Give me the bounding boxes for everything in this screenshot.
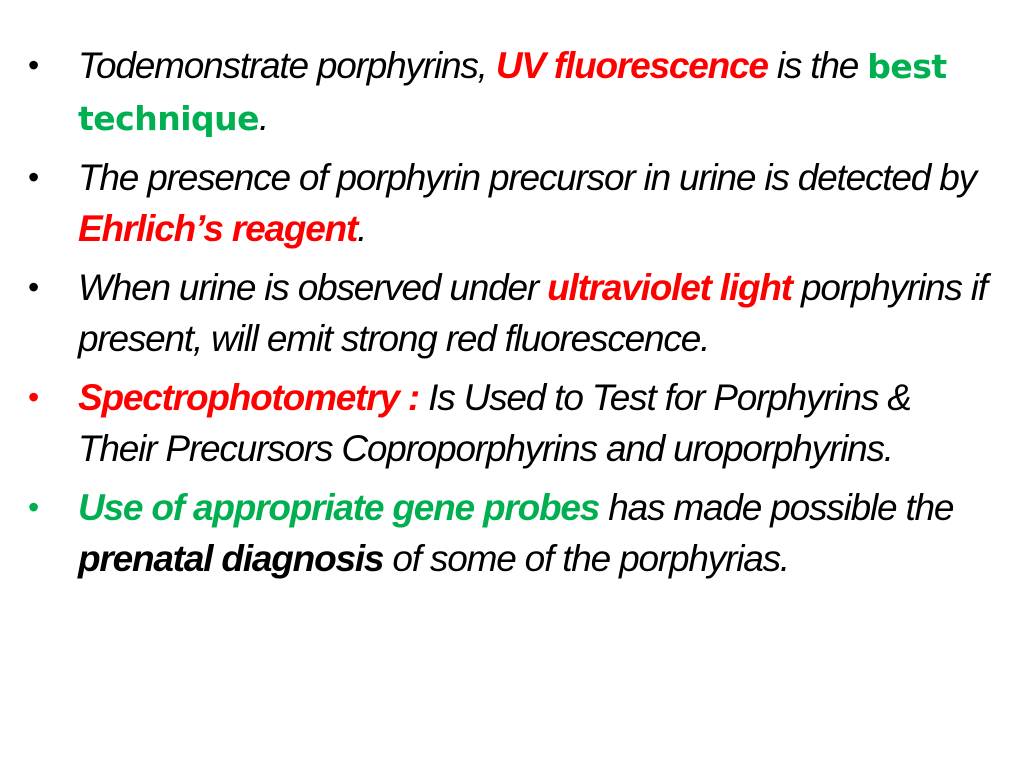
bullet-3-highlight-ultraviolet-light: ultraviolet light: [547, 267, 792, 308]
bullet-1-highlight-uv-fluorescence: UV fluorescence: [495, 45, 768, 86]
bullet-5-highlight-prenatal-diagnosis: prenatal diagnosis: [78, 538, 384, 579]
bullet-list: [28, 40, 988, 592]
bullet-3-text: When urine is observed under: [78, 267, 548, 308]
bullet-item-3: [28, 262, 988, 364]
bullet-1-highlight-best-technique: best technique: [78, 47, 947, 138]
bullet-5-text: has made possible the: [599, 487, 954, 528]
bullet-marker: •: [28, 379, 40, 415]
bullet-2-highlight-ehrlichs-reagent: Ehrlich’s reagent: [78, 208, 358, 249]
bullet-marker: •: [28, 159, 40, 195]
bullet-4-text: Is Used to Test for Porphyrins & Their Precursors Coproporphyrins and uroporphyrins.: [78, 377, 911, 469]
bullet-marker: •: [28, 47, 40, 83]
bullet-item-4: [28, 372, 988, 474]
bullet-2-text: The presence of porphyrin precursor in urine is detected by: [78, 157, 976, 198]
bullet-marker: •: [28, 489, 40, 525]
bullet-4-highlight-spectrophotometry: Spectrophotometry :: [78, 377, 420, 418]
bullet-5-text-2: of some of the porphyrias.: [383, 538, 789, 579]
bullet-5-highlight-gene-probes: Use of appropriate gene probes: [78, 487, 600, 528]
bullet-1-text: Todemonstrate porphyrins,: [78, 45, 496, 86]
bullet-marker: •: [28, 269, 40, 305]
bullet-item-5: [28, 482, 988, 584]
bullet-1-text-2: is the: [767, 45, 868, 86]
bullet-1-text-3: .: [259, 97, 269, 138]
bullet-item-1: [28, 40, 988, 144]
bullet-item-2: [28, 152, 988, 254]
bullet-2-text-2: .: [357, 208, 367, 249]
bullet-3-text-2: porphyrins if present, will emit strong red fluorescence.: [78, 267, 987, 359]
